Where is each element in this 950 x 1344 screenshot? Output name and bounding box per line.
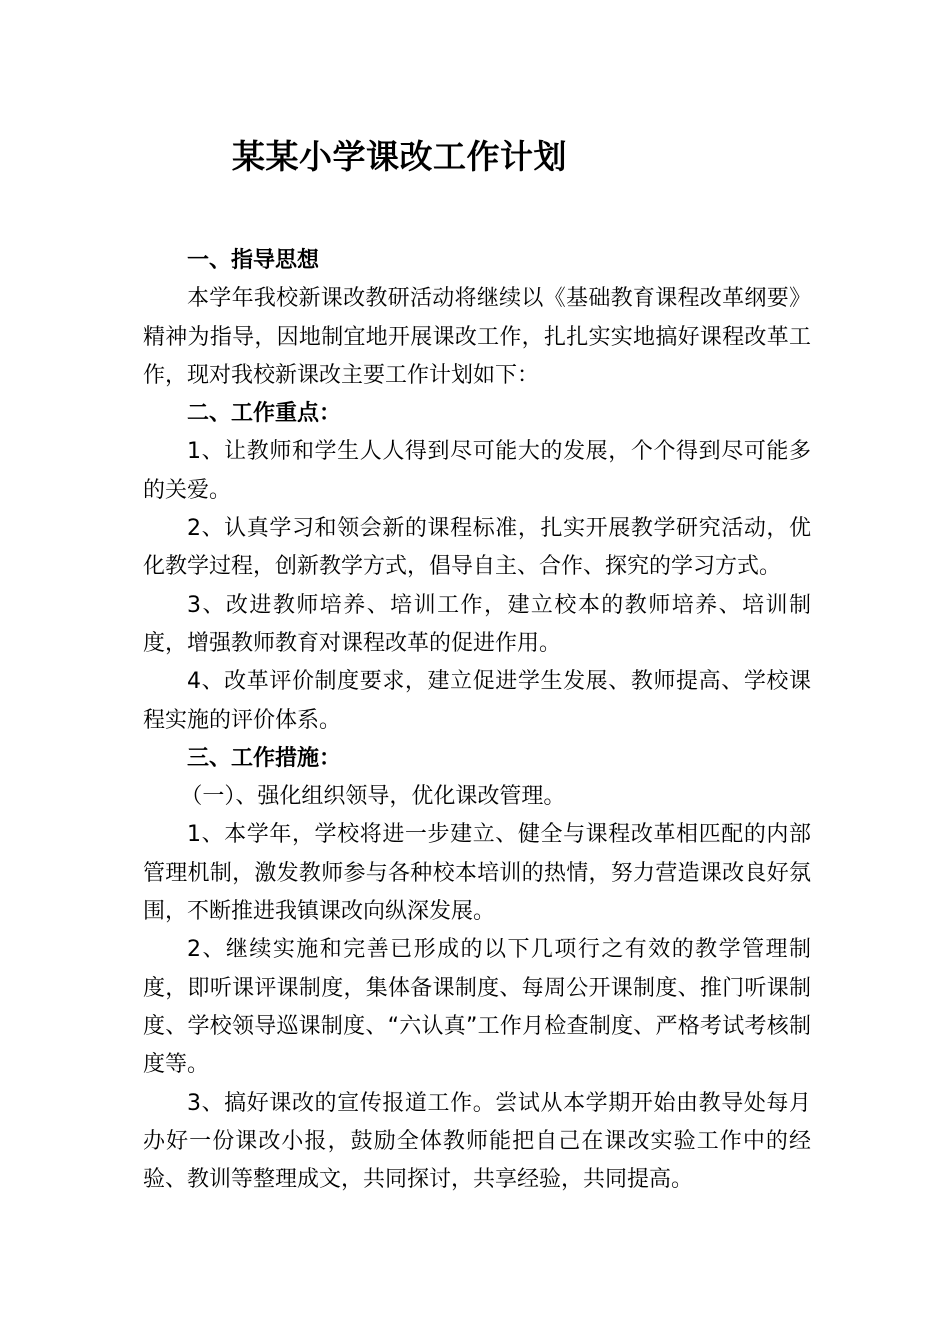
paragraph-work-focus-2: 2、认真学习和领会新的课程标准，扎实开展教学研究活动，优化教学过程，创新教学方式，倡导自主、合作、探究的学习方式。 <box>143 516 811 580</box>
paragraph-guiding-ideology: 本学年我校新课改教研活动将继续以《基础教育课程改革纲要》精神为指导，因地制宜地开展课改工作，扎扎实实地搞好课程改革工作，现对我校新课改主要工作计划如下： <box>143 286 811 388</box>
section-heading-guiding-ideology: 一、指导思想 <box>187 248 320 273</box>
section-heading-work-measures: 三、工作措施： <box>187 745 342 771</box>
paragraph-work-measures-3: 3、搞好课改的宣传报道工作。尝试从本学期开始由教导处每月办好一份课改小报，鼓励全体教师能把自己在课改实验工作中的经验、教训等整理成文，共同探讨，共享经验，共同提高。 <box>143 1090 811 1193</box>
paragraph-work-focus-1: 1、让教师和学生人人得到尽可能大的发展，个个得到尽可能多的关爱。 <box>143 439 811 503</box>
section-heading-work-focus: 二、工作重点： <box>187 401 342 427</box>
paragraph-work-focus-3: 3、改进教师培养、培训工作，建立校本的教师培养、培训制度，增强教师教育对课程改革的促进作用。 <box>143 592 811 656</box>
paragraph-work-focus-4: 4、改革评价制度要求，建立促进学生发展、教师提高、学校课程实施的评价体系。 <box>143 669 811 733</box>
subheading-organization-leadership: （一）、强化组织领导，优化课改管理。 <box>180 784 566 810</box>
document-body <box>143 242 811 1199</box>
document-title: 某某小学课改工作计划 <box>232 137 567 176</box>
paragraph-work-measures-1: 1、本学年，学校将进一步建立、健全与课程改革相匹配的内部管理机制，激发教师参与各种校本培训的热情，努力营造课改良好氛围，不断推进我镇课改向纵深发展。 <box>143 822 811 925</box>
paragraph-work-measures-2: 2、继续实施和完善已形成的以下几项行之有效的教学管理制度，即听课评课制度，集体备课制度、每周公开课制度、推门听课制度、学校领导巡课制度、“六认真”工作月检查制度、严格考试考核制度等。 <box>143 937 811 1078</box>
